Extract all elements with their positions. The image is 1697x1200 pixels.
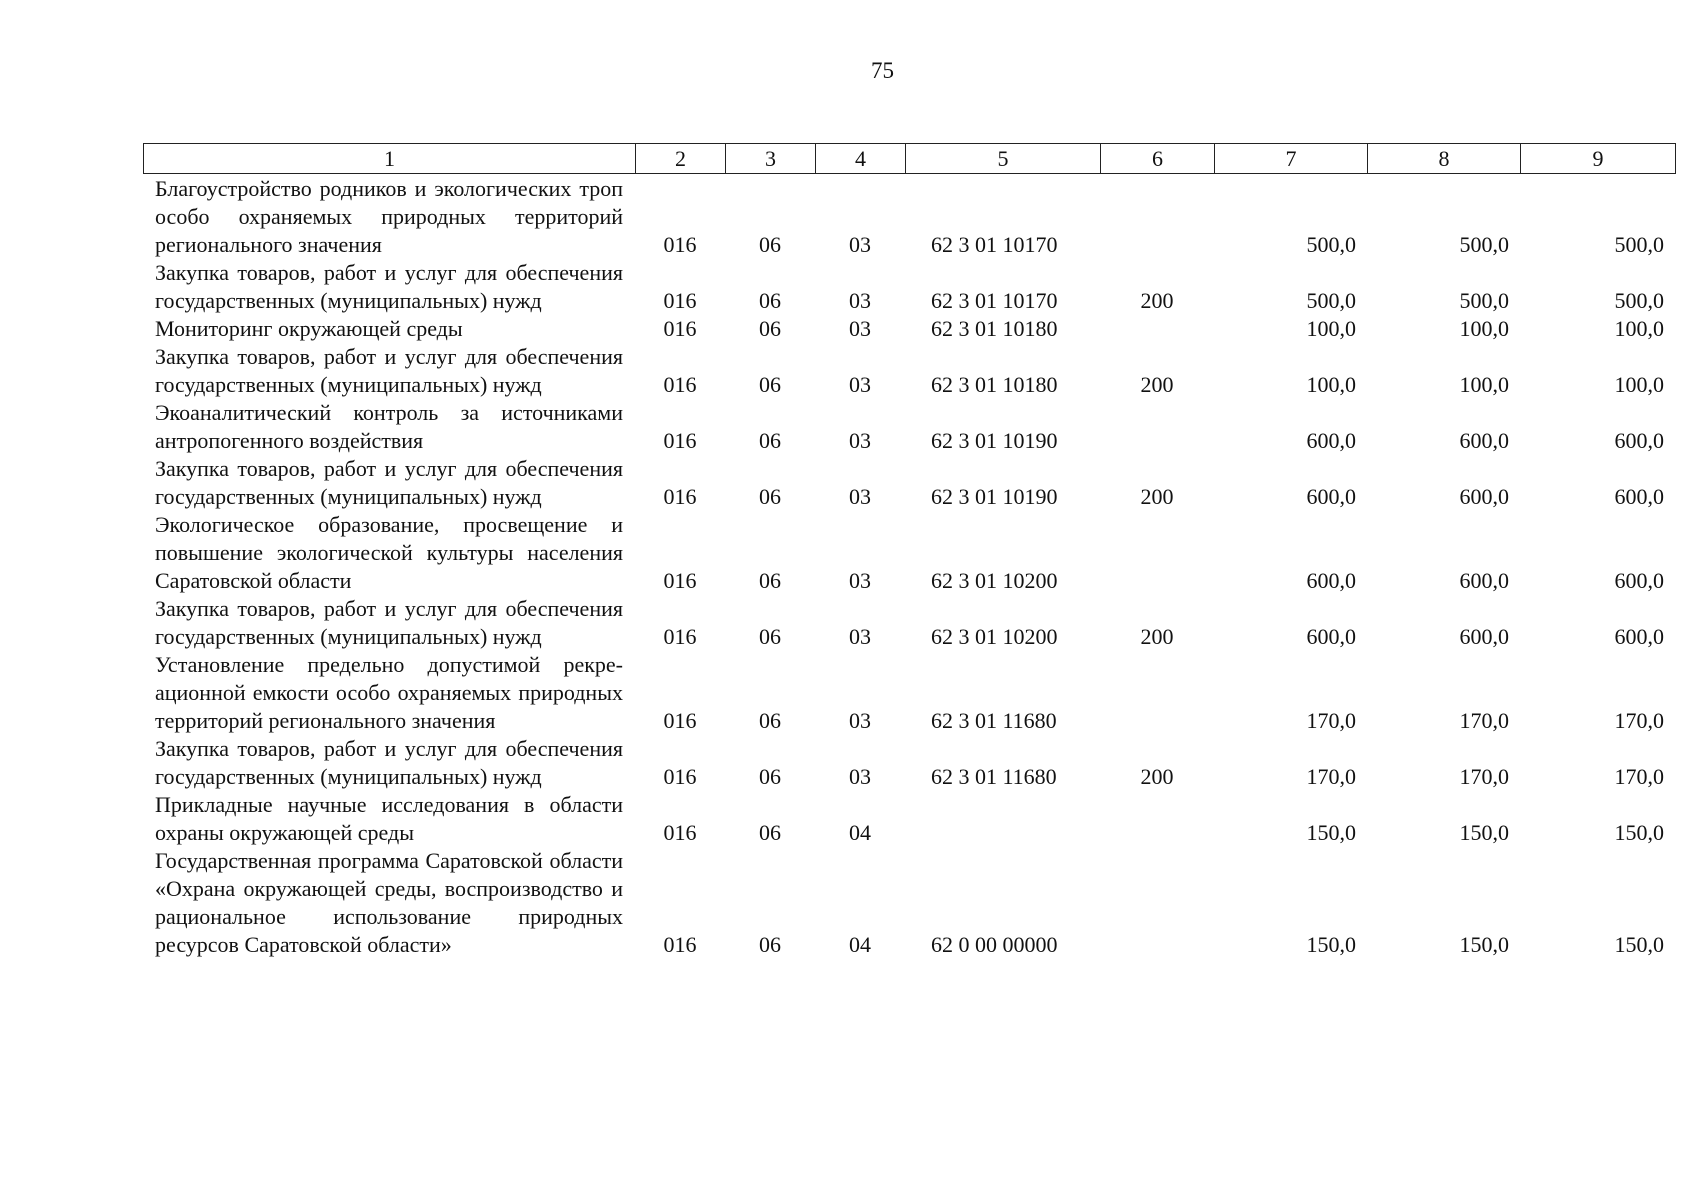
cell-col3: 06: [759, 232, 781, 257]
cell-col7: 170,0: [1306, 764, 1356, 789]
cell-col2: 016: [663, 232, 697, 257]
cell-col5: 62 3 01 10190: [931, 484, 1058, 509]
cell-col6: 200: [1140, 624, 1174, 649]
cell-col7: 600,0: [1306, 428, 1356, 453]
table-row: [143, 847, 1675, 959]
row-name: Экоаналитический контроль за источниками антропогенного воздействия: [155, 400, 623, 453]
cell-col7: 170,0: [1306, 708, 1356, 733]
row-name: Прикладные научные исследования в области охраны окружающей среды: [155, 792, 623, 845]
cell-col7: 100,0: [1306, 372, 1356, 397]
cell-col3: 06: [759, 568, 781, 593]
cell-col7: 100,0: [1306, 316, 1356, 341]
cell-col6: 200: [1140, 764, 1174, 789]
cell-col6: [1100, 791, 1214, 847]
row-name: Закупка товаров, работ и услуг для обеспечения государственных (муниципальных) нужд: [155, 596, 623, 649]
cell-col8: 100,0: [1459, 316, 1509, 341]
table-row: [143, 343, 1675, 399]
cell-col8: 170,0: [1459, 708, 1509, 733]
cell-col8: 500,0: [1459, 232, 1509, 257]
table-row: [143, 651, 1675, 735]
row-name: Экологическое образование, просвещение и повышение экологической культуры населения Саратовской области: [155, 512, 623, 593]
cell-col8: 600,0: [1459, 428, 1509, 453]
cell-col3: 06: [759, 624, 781, 649]
table-row: [143, 791, 1675, 847]
row-name: Мониторинг окружающей среды: [155, 316, 463, 341]
cell-col3: 06: [759, 288, 781, 313]
cell-col4: 03: [849, 764, 871, 789]
table-row: [143, 399, 1675, 455]
cell-col2: 016: [663, 372, 697, 397]
table-header: [143, 143, 1676, 174]
cell-col4: 04: [849, 820, 871, 845]
cell-col3: 06: [759, 316, 781, 341]
cell-col7: 150,0: [1306, 932, 1356, 957]
cell-col6: [1100, 651, 1214, 735]
cell-col2: 016: [663, 708, 697, 733]
cell-col3: 06: [759, 764, 781, 789]
cell-col5: 62 3 01 10180: [931, 372, 1058, 397]
table-row: [143, 735, 1675, 791]
cell-col3: 06: [759, 820, 781, 845]
row-name: Закупка товаров, работ и услуг для обеспечения государственных (муниципальных) нужд: [155, 260, 623, 313]
cell-col5: 62 3 01 10200: [931, 568, 1058, 593]
page-number: 75: [871, 58, 894, 83]
column-header-5: 5: [906, 144, 1101, 174]
cell-col9: 150,0: [1614, 820, 1664, 845]
cell-col9: 100,0: [1614, 372, 1664, 397]
table-row: [143, 455, 1675, 511]
table-row: [143, 511, 1675, 595]
cell-col6: [1100, 847, 1214, 959]
cell-col4: 03: [849, 372, 871, 397]
cell-col8: 500,0: [1459, 288, 1509, 313]
column-header-3: 3: [726, 144, 816, 174]
table-row: [143, 315, 1675, 343]
cell-col8: 150,0: [1459, 932, 1509, 957]
column-header-8: 8: [1368, 144, 1521, 174]
cell-col9: 500,0: [1614, 232, 1664, 257]
row-name: Закупка товаров, работ и услуг для обеспечения государственных (муниципальных) нужд: [155, 456, 623, 509]
cell-col2: 016: [663, 484, 697, 509]
cell-col9: 600,0: [1614, 624, 1664, 649]
column-header-9: 9: [1521, 144, 1676, 174]
row-name: Установление предельно допустимой рекреационной емкости особо охраняемых природных территорий регионального значения: [155, 652, 623, 733]
cell-col9: 600,0: [1614, 428, 1664, 453]
cell-col2: 016: [663, 624, 697, 649]
cell-col5: 62 3 01 10170: [931, 232, 1058, 257]
row-name: Благоустройство родников и экологических троп особо охраняемых природных территорий регионального значения: [155, 176, 623, 257]
cell-col9: 500,0: [1614, 288, 1664, 313]
cell-col8: 600,0: [1459, 484, 1509, 509]
cell-col7: 150,0: [1306, 820, 1356, 845]
cell-col2: 016: [663, 428, 697, 453]
cell-col7: 500,0: [1306, 288, 1356, 313]
cell-col2: 016: [663, 820, 697, 845]
cell-col5: 62 3 01 10170: [931, 288, 1058, 313]
cell-col4: 03: [849, 624, 871, 649]
cell-col7: 600,0: [1306, 484, 1356, 509]
column-header-2: 2: [636, 144, 726, 174]
cell-col4: 03: [849, 484, 871, 509]
cell-col3: 06: [759, 708, 781, 733]
cell-col9: 600,0: [1614, 484, 1664, 509]
cell-col6: 200: [1140, 484, 1174, 509]
row-name: Государственная программа Саратовской области «Охрана окружающей среды, воспроизводство и рациональное использование природных ресурсов Саратовской области»: [155, 848, 623, 957]
cell-col3: 06: [759, 428, 781, 453]
row-name: Закупка товаров, работ и услуг для обеспечения государственных (муниципальных) нужд: [155, 344, 623, 397]
cell-col5: 62 3 01 10190: [931, 428, 1058, 453]
cell-col4: 03: [849, 288, 871, 313]
cell-col6: [1100, 511, 1214, 595]
cell-col9: 100,0: [1614, 316, 1664, 341]
table-row: [143, 175, 1675, 259]
cell-col2: 016: [663, 288, 697, 313]
cell-col6: 200: [1140, 288, 1174, 313]
cell-col2: 016: [663, 568, 697, 593]
cell-col7: 600,0: [1306, 624, 1356, 649]
cell-col5: 62 3 01 11680: [931, 708, 1057, 733]
cell-col2: 016: [663, 316, 697, 341]
cell-col6: [1100, 315, 1214, 343]
cell-col2: 016: [663, 764, 697, 789]
cell-col8: 170,0: [1459, 764, 1509, 789]
cell-col4: 03: [849, 232, 871, 257]
cell-col6: 200: [1140, 372, 1174, 397]
cell-col3: 06: [759, 484, 781, 509]
cell-col4: 04: [849, 932, 871, 957]
column-header-1: 1: [144, 144, 636, 174]
cell-col4: 03: [849, 568, 871, 593]
cell-col3: 06: [759, 932, 781, 957]
column-header-7: 7: [1215, 144, 1368, 174]
cell-col2: 016: [663, 932, 697, 957]
cell-col4: 03: [849, 708, 871, 733]
cell-col3: 06: [759, 372, 781, 397]
cell-col6: [1100, 175, 1214, 259]
cell-col8: 600,0: [1459, 624, 1509, 649]
cell-col4: 03: [849, 428, 871, 453]
row-name: Закупка товаров, работ и услуг для обеспечения государственных (муниципальных) нужд: [155, 736, 623, 789]
budget-table: [143, 175, 1675, 959]
cell-col5: 62 3 01 10200: [931, 624, 1058, 649]
cell-col5: 62 3 01 10180: [931, 316, 1058, 341]
cell-col8: 100,0: [1459, 372, 1509, 397]
table-row: [143, 595, 1675, 651]
cell-col7: 500,0: [1306, 232, 1356, 257]
cell-col4: 03: [849, 316, 871, 341]
cell-col9: 150,0: [1614, 932, 1664, 957]
table-row: [143, 259, 1675, 315]
cell-col7: 600,0: [1306, 568, 1356, 593]
cell-col8: 150,0: [1459, 820, 1509, 845]
cell-col8: 600,0: [1459, 568, 1509, 593]
column-header-6: 6: [1101, 144, 1215, 174]
cell-col9: 170,0: [1614, 764, 1664, 789]
cell-col5: 62 0 00 00000: [931, 932, 1058, 957]
column-header-4: 4: [816, 144, 906, 174]
cell-col9: 170,0: [1614, 708, 1664, 733]
cell-col6: [1100, 399, 1214, 455]
cell-col9: 600,0: [1614, 568, 1664, 593]
cell-col5: [905, 791, 1100, 847]
cell-col5: 62 3 01 11680: [931, 764, 1057, 789]
